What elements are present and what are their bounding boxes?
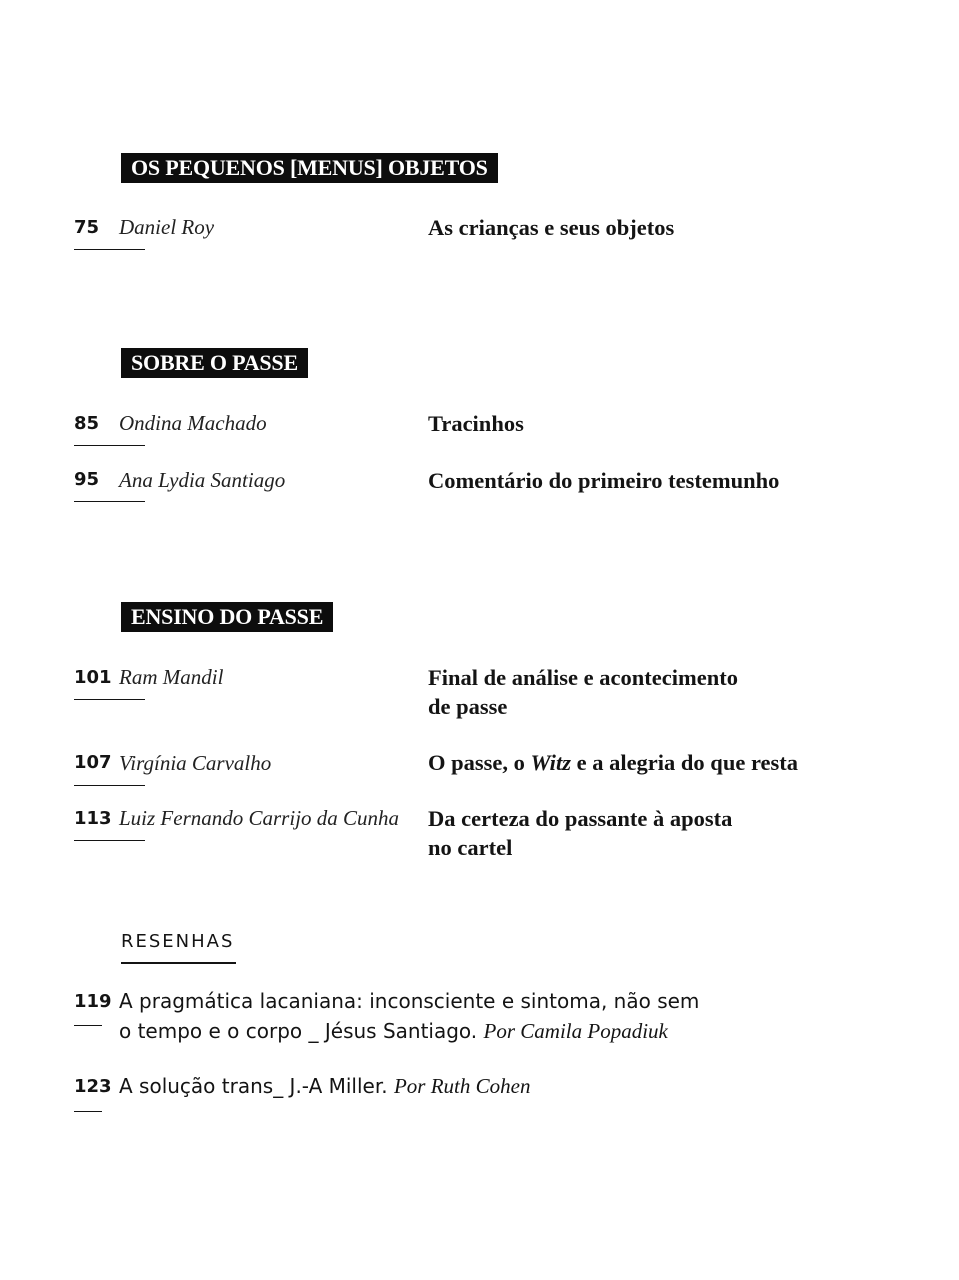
page-number: 85: [74, 413, 100, 434]
entry-title[interactable]: [428, 804, 732, 862]
review-title-line: A solução trans_ J.-A Miller.: [119, 1074, 388, 1098]
review-entry[interactable]: [119, 1071, 530, 1101]
entry-title[interactable]: As crianças e seus objetos: [428, 215, 675, 240]
section-heading-os-pequenos-objetos: OS PEQUENOS [MENUS] OBJETOS: [121, 153, 498, 183]
page-number: 123: [74, 1076, 112, 1097]
review-by: Por Ruth Cohen: [393, 1074, 531, 1098]
page-number-rule: [74, 445, 145, 446]
page-number-rule: [74, 1025, 102, 1026]
page-number-rule: [74, 1111, 102, 1112]
page-number-rule: [74, 501, 145, 502]
entry-author: Daniel Roy: [119, 215, 215, 239]
review-by: Por Camila Popadiuk: [483, 1019, 668, 1043]
page-number-rule: [74, 249, 145, 250]
page-number: 75: [74, 217, 100, 238]
page-number-rule: [74, 699, 145, 700]
page-number: 119: [74, 991, 112, 1012]
page-number-rule: [74, 785, 145, 786]
entry-title[interactable]: [428, 748, 798, 777]
review-entry[interactable]: [119, 986, 699, 1046]
entry-author: Luiz Fernando Carrijo da Cunha: [119, 806, 400, 830]
page-number-rule: [74, 840, 145, 841]
entry-title-line: Final de análise e acontecimento: [428, 665, 738, 690]
entry-title-part: O passe, o: [428, 750, 531, 775]
page-number: 95: [74, 469, 100, 490]
entry-author: Ana Lydia Santiago: [119, 468, 286, 492]
entry-title-line: de passe: [428, 694, 508, 719]
section-heading-sobre-o-passe: SOBRE O PASSE: [121, 348, 308, 378]
entry-title[interactable]: Comentário do primeiro testemunho: [428, 468, 780, 493]
entry-author: Virgínia Carvalho: [119, 751, 272, 775]
entry-title-line: no cartel: [428, 835, 513, 860]
page-number: 113: [74, 808, 112, 829]
entry-author: Ondina Machado: [119, 411, 267, 435]
entry-title[interactable]: Tracinhos: [428, 411, 524, 436]
entry-title-italic: Witz: [530, 750, 571, 775]
entry-title[interactable]: [428, 663, 738, 721]
page-number: 101: [74, 667, 112, 688]
review-title-line: A pragmática lacaniana: inconsciente e sintoma, não sem: [119, 989, 700, 1013]
entry-author: Ram Mandil: [119, 665, 224, 689]
page-number: 107: [74, 752, 112, 773]
reviews-heading-rule: [121, 962, 236, 964]
entry-title-line: Da certeza do passante à aposta: [428, 806, 733, 831]
entry-title-part: e a alegria do que resta: [570, 750, 799, 775]
section-heading-ensino-do-passe: ENSINO DO PASSE: [121, 602, 333, 632]
review-title-line: o tempo e o corpo _ Jésus Santiago.: [119, 1019, 478, 1043]
reviews-heading: RESENHAS: [121, 931, 235, 952]
